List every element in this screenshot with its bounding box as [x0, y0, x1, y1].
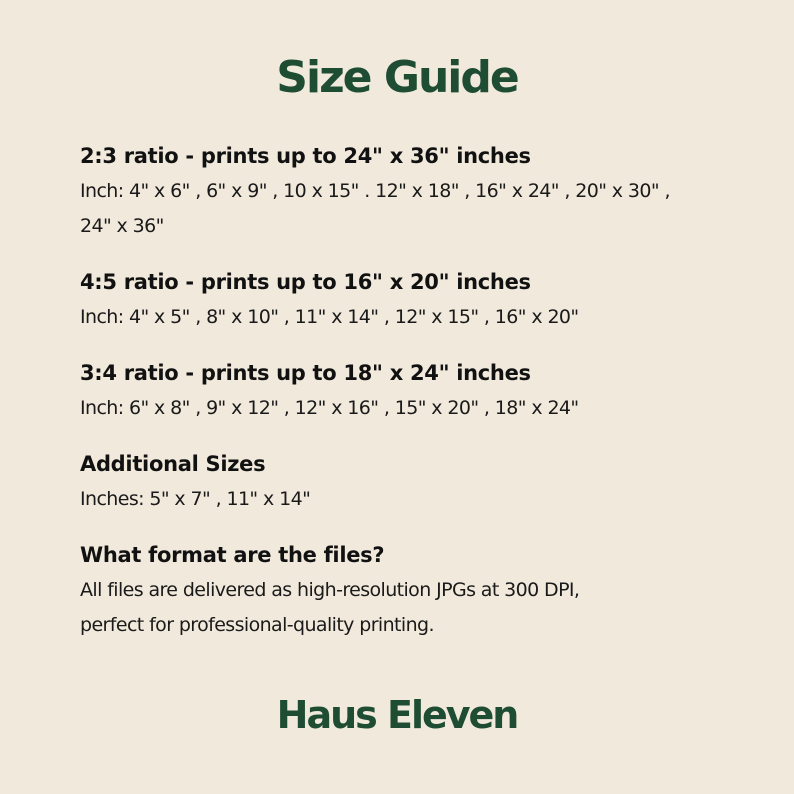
section-additional-sizes	[80, 448, 720, 517]
section-line: Inch: 4" x 5" , 8" x 10" , 11" x 14" , 12" x 15" , 16" x 20"	[80, 306, 579, 328]
section-body	[80, 573, 720, 643]
section-heading: 3:4 ratio - prints up to 18" x 24" inches	[80, 361, 531, 385]
section-body	[80, 174, 720, 244]
section-4-5-ratio	[80, 266, 720, 335]
section-line: Inch: 4" x 6" , 6" x 9" , 10 x 15" . 12" x 18" , 16" x 24" , 20" x 30" ,	[80, 180, 670, 202]
section-heading: Additional Sizes	[80, 452, 266, 476]
section-heading: 2:3 ratio - prints up to 24" x 36" inches	[80, 144, 531, 168]
section-heading: What format are the files?	[80, 543, 385, 567]
brand-name: Haus Eleven	[276, 693, 518, 737]
section-line: All files are delivered as high-resolution JPGs at 300 DPI,	[80, 579, 580, 601]
section-body	[80, 391, 720, 426]
section-body	[80, 300, 720, 335]
size-guide-content	[80, 140, 720, 665]
section-line: Inch: 6" x 8" , 9" x 12" , 12" x 16" , 15" x 20" , 18" x 24"	[80, 397, 579, 419]
section-line: Inches: 5" x 7" , 11" x 14"	[80, 488, 311, 510]
section-body	[80, 482, 720, 517]
section-heading: 4:5 ratio - prints up to 16" x 20" inches	[80, 270, 531, 294]
section-3-4-ratio	[80, 357, 720, 426]
section-line: 24" x 36"	[80, 215, 164, 237]
section-line: perfect for professional-quality printing.	[80, 614, 434, 636]
page-title: Size Guide	[276, 52, 518, 103]
section-file-format	[80, 539, 720, 643]
section-2-3-ratio	[80, 140, 720, 244]
